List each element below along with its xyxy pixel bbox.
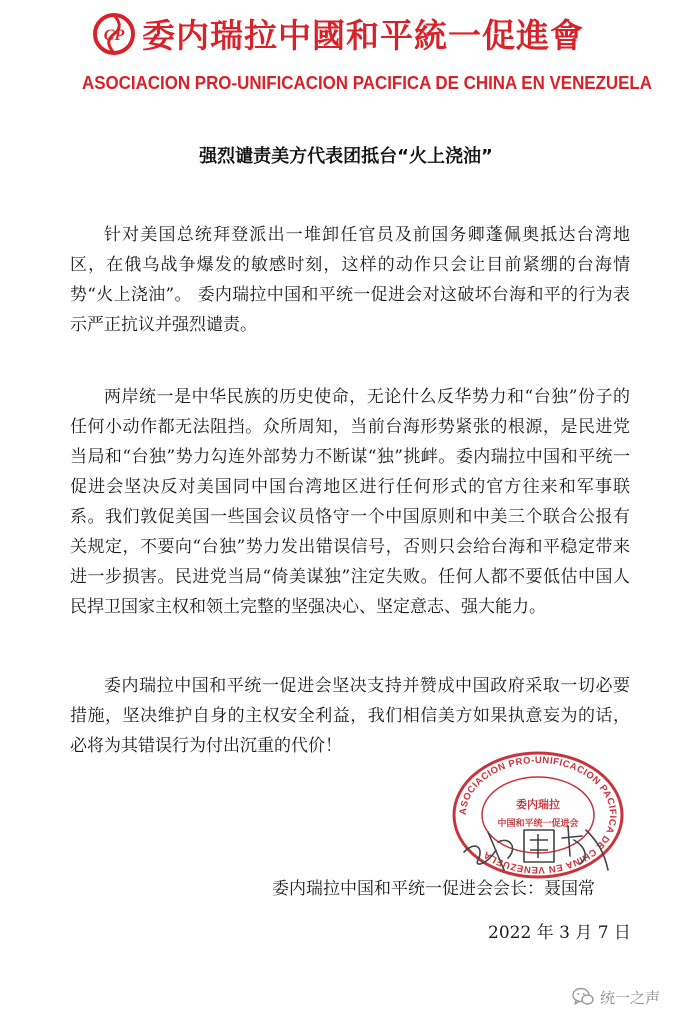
statement-title: 强烈谴责美方代表团抵台“火上浇油” [199, 146, 493, 167]
paragraph-3: 委内瑞拉中国和平统一促进会坚决支持并赞成中国政府采取一切必要措施，坚决维护自身的主权安全利益，我们相信美方如果执意妄为的话，必将为其错误行为付出沉重的代价！ [70, 676, 630, 756]
paragraph-2: 两岸统一是中华民族的历史使命，无论什么反华势力和“台独”份子的任何小动作都无法阻挡。众所周知，当前台海形势紧张的根源，是民进党当局和“台独”势力勾连外部势力不断谋“独”挑衅。委内瑞拉中国和平统一促进会坚决反对美国同中国台湾地区进行任何形式的官方往来和军事联系。我们敦促美国一些国会议员恪守一个中国原则和中美三个联合公报有关规定，不要向“台独”势力发出错误信号，否则只会给台海和平稳定带来进一步损害。民进党当局“倚美谋独”注定失败。任何人都不要低估中国人民捍卫国家主权和领土完整的坚强决心、坚定意志、强大能力。 [70, 387, 630, 617]
paragraph-1: 针对美国总统拜登派出一堆卸任官员及前国务卿蓬佩奥抵达台湾地区，在俄乌战争爆发的敏感时刻，这样的动作只会让目前紧绷的台海情势“火上浇油”。 委内瑞拉中国和平统一促进会对这破坏台海和平的行为表示严正抗议并强烈谴责。 [70, 225, 630, 335]
org-name-spanish: ASOCIACION PRO-UNIFICACION PACIFICA DE CHINA EN VENEZUELA [82, 73, 652, 93]
handwritten-signature [458, 812, 618, 882]
statement-date: 2022 年 3 月 7 日 [488, 923, 631, 943]
signer-name: 委内瑞拉中国和平统一促进会会长：聂国常 [272, 879, 595, 899]
org-name-chinese: 委内瑞拉中國和平統一促進會 [142, 16, 584, 55]
wechat-icon [572, 987, 594, 1007]
seal-center-line-1: 委内瑞拉 [516, 798, 560, 811]
seal-center-line-2: 中国和平统一促进会 [497, 819, 579, 829]
logo-monogram: CP [103, 27, 125, 44]
wechat-account-name: 统一之声 [600, 988, 661, 1007]
organization-logo [92, 12, 136, 56]
letterhead [0, 0, 692, 110]
seal-ring-text: ASOCIACION PRO-UNIFICACION PACIFICA DE CHINA EN VENEZUELA [457, 754, 619, 876]
wechat-watermark [572, 986, 660, 1008]
